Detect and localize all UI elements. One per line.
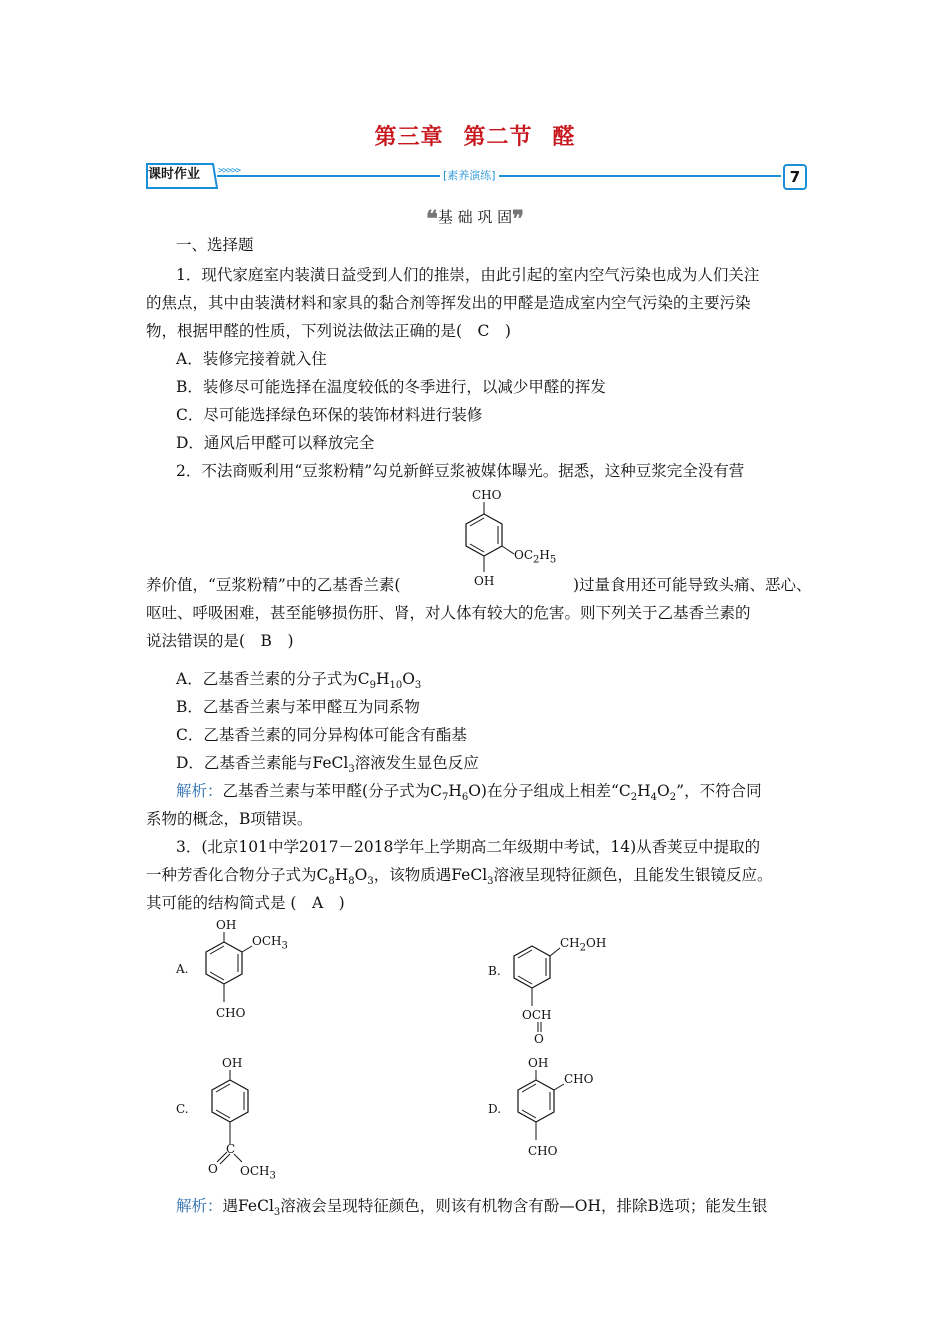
benzene-ring-icon [488,1056,628,1166]
oc2h5-label: $OC_2H_5$ [514,548,557,566]
q3-line2: 一种芳香化合物分子式为$C_8H_8O_3$，该物质遇FeCl$_3$溶液呈现特征颜色，且能发生银镜反应。 [146,866,773,888]
ethyl-vanillin-structure [430,488,570,593]
cho-label: CHO [528,1144,558,1158]
q3-analysis-line1: 解析：遇FeCl$_3$溶液会呈现特征颜色，则该有机物含有酚—OH，排除B选项；能发生银 [176,1197,768,1219]
q2-option-a: A．乙基香兰素的分子式为$C_9H_{10}O_3$ [176,670,422,692]
q1-line1: 1．现代家庭室内装潢日益受到人们的推崇，由此引起的室内空气污染也成为人们关注 [176,266,760,284]
q3-option-b [488,930,628,1050]
q2-line3: 呕吐、呼吸困难，甚至能够损伤肝、肾，对人体有较大的危害。则下列关于乙基香兰素的 [146,604,751,622]
title-topic: 醛 [552,124,576,150]
q2-line2a: 养价值，“豆浆粉精”中的乙基香兰素( [146,576,401,594]
benzene-ring-icon [430,488,570,593]
q1-line3: 物，根据甲醛的性质，下列说法做法正确的是( C ) [146,322,511,340]
title-section: 第二节 [463,124,533,150]
oh-label: OH [222,1056,243,1070]
oh-label: OH [528,1056,549,1070]
open-quote-icon: ❝ [426,206,438,232]
q1-option-b: B．装修尽可能选择在温度较低的冬季进行，以减少甲醛的挥发 [176,378,606,396]
o-label: O [534,1032,544,1046]
q1-line2: 的焦点，其中由装潢材料和家具的黏合剂等挥发出的甲醛是造成室内空气污染的主要污染 [146,294,751,312]
q2-line1: 2．不法商贩利用“豆浆粉精”勾兑新鲜豆浆被媒体曝光。据悉，这种豆浆完全没有营 [176,462,745,480]
cho-label: CHO [216,1006,246,1020]
q2-line2b: )过量食用还可能导致头痛、恶心、 [573,576,812,594]
benzene-ring-icon [488,930,628,1050]
q3-option-c-label: C. [176,1102,189,1116]
q1-option-a: A．装修完接着就入住 [176,350,327,368]
title-chapter: 第三章 [374,124,444,150]
q3-line1: 3．(北京101中学2017－2018学年上学期高二年级期中考试，14)从香荚豆中提取的 [176,838,761,856]
banner-tag: [素养演练] [440,167,499,183]
cho-label: CHO [472,488,502,502]
banner-badge: 课时作业 [148,167,201,182]
och-label: OCH [522,1008,552,1022]
q2-analysis-line2: 系物的概念，B项错误。 [146,810,313,828]
q1-option-c: C．尽可能选择绿色环保的装饰材料进行装修 [176,406,483,424]
q3-line3: 其可能的结构简式是 ( A ) [146,894,345,912]
q3-option-a [176,918,306,1028]
och3-label: $OCH_3$ [252,934,288,952]
ch2oh-label: $CH_2OH$ [560,936,607,954]
banner-arrows: >>>>> [218,166,241,176]
q2-analysis-line1: 解析：乙基香兰素与苯甲醛(分子式为$C_7H_6O$)在分子组成上相差“$C_2H_4O_2$”，不符合同 [176,782,762,804]
o-label: O [208,1162,218,1176]
page-title [0,120,950,151]
section-heading [0,206,950,232]
q3-option-c [176,1056,306,1186]
oh-label: OH [474,574,495,588]
part-heading: 一、选择题 [176,236,254,254]
q3-option-d [488,1056,628,1166]
q3-option-b-label: B. [488,964,501,978]
q2-option-c: C．乙基香兰素的同分异构体可能含有酯基 [176,726,467,744]
q1-option-d: D．通风后甲醛可以释放完全 [176,434,375,452]
q2-option-b: B．乙基香兰素与苯甲醛互为同系物 [176,698,420,716]
q3-option-a-label: A. [176,962,189,976]
q3-option-d-label: D. [488,1102,502,1116]
section-heading-text: 基 础 巩 固 [437,208,513,226]
q2-option-d: D．乙基香兰素能与FeCl$_3$溶液发生显色反应 [176,754,479,776]
och3-label: $OCH_3$ [240,1164,276,1182]
cho-label: CHO [564,1072,594,1086]
banner-number: 7 [783,164,807,190]
close-quote-icon: ❞ [512,206,524,232]
c-label: C [226,1142,236,1156]
q2-line4: 说法错误的是( B ) [146,632,294,650]
oh-label: OH [216,918,237,932]
